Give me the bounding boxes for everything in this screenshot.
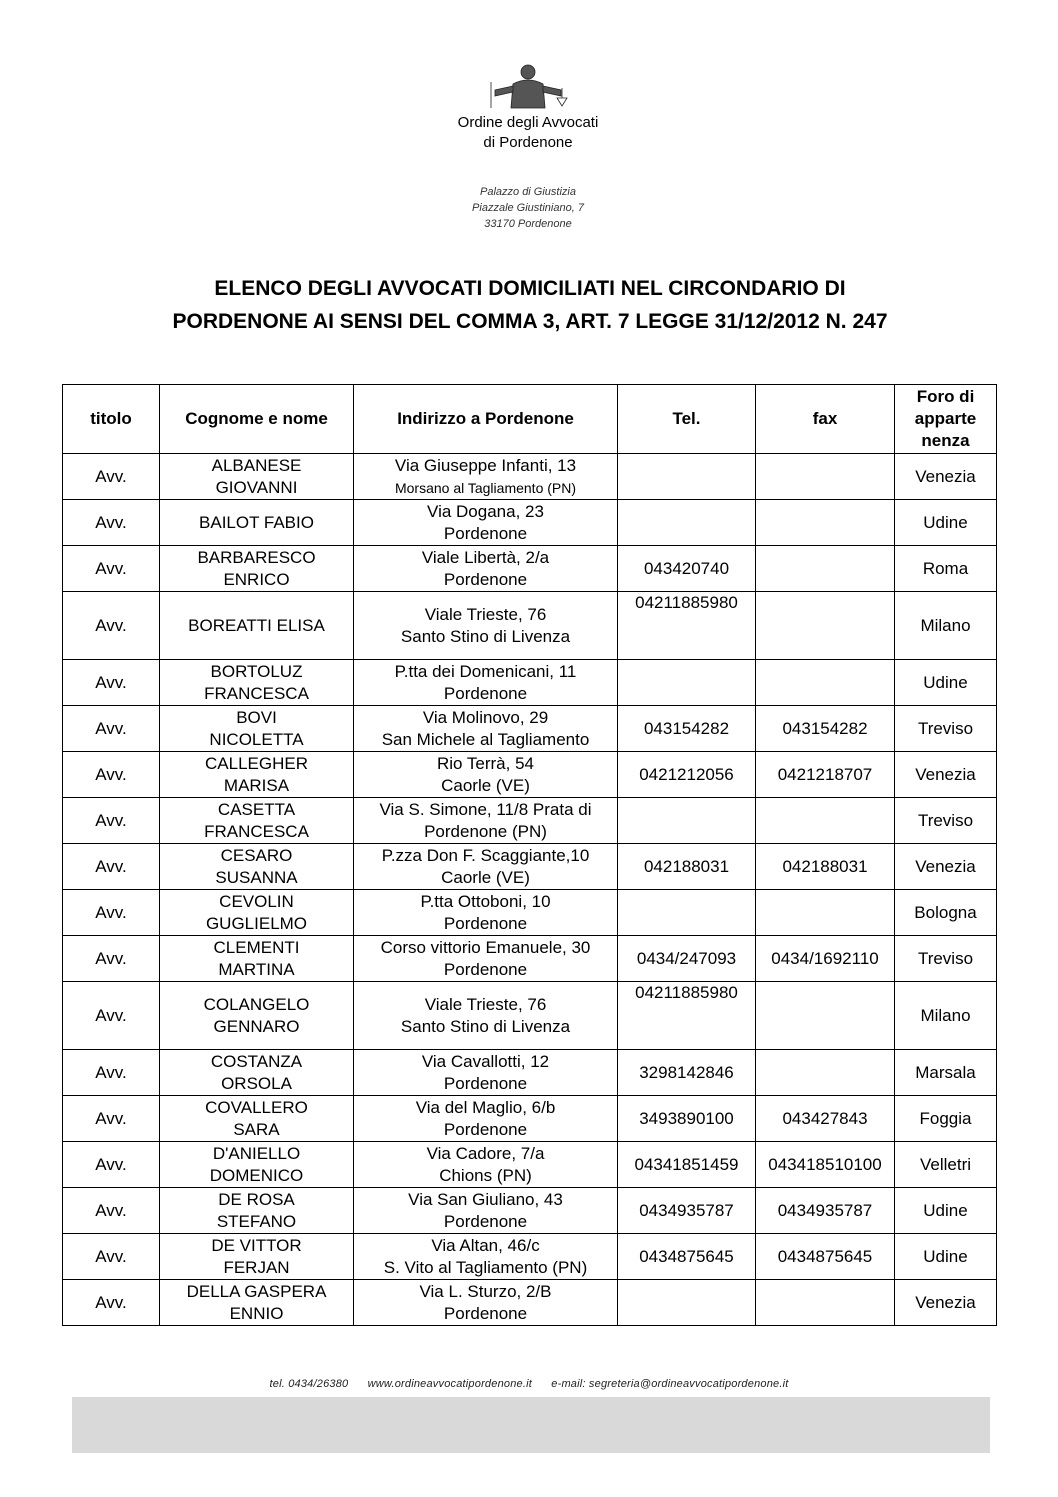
footer-band <box>72 1397 990 1453</box>
org-name-line2: di Pordenone <box>483 134 573 151</box>
cell-indirizzo-line: Pordenone <box>443 1303 528 1323</box>
cell-nome-line: BOREATTI ELISA <box>188 615 325 635</box>
cell-titolo: Avv. <box>63 1188 160 1234</box>
org-address-line: Palazzo di Giustizia <box>480 186 576 198</box>
cell-indirizzo <box>354 1142 618 1188</box>
cell-foro: Venezia <box>895 844 997 890</box>
cell-indirizzo <box>354 592 618 660</box>
cell-fax: 042188031 <box>756 844 895 890</box>
cell-nome-line: ORSOLA <box>221 1073 292 1093</box>
cell-indirizzo-line: S. Vito al Tagliamento (PN) <box>383 1257 588 1277</box>
cell-nome-line: BAILOT FABIO <box>199 512 314 532</box>
cell-tel: 042188031 <box>618 844 756 890</box>
cell-foro: Udine <box>895 500 997 546</box>
cell-titolo: Avv. <box>63 1050 160 1096</box>
cell-nome <box>160 660 354 706</box>
cell-fax: 043418510100 <box>756 1142 895 1188</box>
cell-tel <box>618 798 756 844</box>
cell-indirizzo-line: Pordenone <box>443 523 528 543</box>
title-line: ELENCO DEGLI AVVOCATI DOMICILIATI NEL CIRCONDARIO DI <box>214 277 846 300</box>
cell-foro: Milano <box>895 592 997 660</box>
col-header-indirizzo: Indirizzo a Pordenone <box>354 385 618 454</box>
lawyers-table <box>62 384 997 1326</box>
cell-indirizzo-line: Viale Trieste, 76 <box>424 604 547 624</box>
cell-nome <box>160 546 354 592</box>
cell-tel <box>618 454 756 500</box>
cell-fax <box>756 454 895 500</box>
cell-indirizzo-line: San Michele al Tagliamento <box>381 729 590 749</box>
cell-fax: 043154282 <box>756 706 895 752</box>
cell-foro: Roma <box>895 546 997 592</box>
cell-nome-line: MARISA <box>223 775 290 795</box>
cell-fax <box>756 592 895 660</box>
cell-fax: 0434/1692110 <box>756 936 895 982</box>
cell-nome-line: ENRICO <box>223 569 290 589</box>
cell-indirizzo-line: Via San Giuliano, 43 <box>408 1189 563 1209</box>
cell-titolo: Avv. <box>63 454 160 500</box>
cell-tel: 0434935787 <box>618 1188 756 1234</box>
cell-indirizzo <box>354 752 618 798</box>
col-header-nome: Cognome e nome <box>160 385 354 454</box>
cell-indirizzo <box>354 706 618 752</box>
table-row <box>63 1234 997 1280</box>
cell-tel <box>618 500 756 546</box>
cell-nome-line: DOMENICO <box>209 1165 304 1185</box>
cell-nome <box>160 890 354 936</box>
cell-indirizzo <box>354 546 618 592</box>
table-row <box>63 982 997 1050</box>
cell-nome-line: BARBARESCO <box>197 547 316 567</box>
col-header-foro-line: apparte <box>914 409 977 428</box>
cell-nome <box>160 1050 354 1096</box>
cell-nome <box>160 592 354 660</box>
cell-nome-line: DE VITTOR <box>211 1235 302 1255</box>
cell-foro: Bologna <box>895 890 997 936</box>
cell-nome <box>160 454 354 500</box>
cell-nome <box>160 1142 354 1188</box>
title-line: PORDENONE AI SENSI DEL COMMA 3, ART. 7 LEGGE 31/12/2012 N. 247 <box>172 310 888 333</box>
table-row <box>63 798 997 844</box>
cell-indirizzo <box>354 1096 618 1142</box>
cell-indirizzo-line: Pordenone <box>443 1073 528 1093</box>
cell-titolo: Avv. <box>63 1280 160 1326</box>
cell-nome-line: SARA <box>233 1119 280 1139</box>
cell-indirizzo <box>354 660 618 706</box>
cell-tel: 043420740 <box>618 546 756 592</box>
org-address <box>438 184 618 232</box>
cell-indirizzo-line: P.tta Ottoboni, 10 <box>420 891 551 911</box>
table-row <box>63 1188 997 1234</box>
footer-tel: tel. 0434/26380 <box>269 1378 349 1390</box>
cell-fax <box>756 1280 895 1326</box>
cell-titolo: Avv. <box>63 936 160 982</box>
cell-nome <box>160 1280 354 1326</box>
cell-indirizzo <box>354 1234 618 1280</box>
cell-tel <box>618 890 756 936</box>
org-address-line: 33170 Pordenone <box>484 218 572 230</box>
cell-indirizzo-line: Rio Terrà, 54 <box>436 753 534 773</box>
table-row <box>63 454 997 500</box>
cell-indirizzo <box>354 982 618 1050</box>
cell-indirizzo <box>354 798 618 844</box>
cell-tel <box>618 660 756 706</box>
table-row <box>63 546 997 592</box>
cell-indirizzo-line: P.tta dei Domenicani, 11 <box>394 661 577 681</box>
cell-indirizzo-line: Via L. Sturzo, 2/B <box>419 1281 552 1301</box>
cell-nome-line: GENNARO <box>213 1016 300 1036</box>
cell-nome-line: GIOVANNI <box>215 477 298 497</box>
cell-indirizzo-line: Pordenone (PN) <box>424 821 547 841</box>
cell-nome <box>160 1188 354 1234</box>
cell-nome-line: STEFANO <box>216 1211 297 1231</box>
col-header-titolo: titolo <box>63 385 160 454</box>
table-header-row <box>63 385 997 454</box>
cell-indirizzo <box>354 454 618 500</box>
table-row <box>63 1050 997 1096</box>
cell-titolo: Avv. <box>63 752 160 798</box>
cell-fax <box>756 1050 895 1096</box>
cell-indirizzo-line: Pordenone <box>443 1119 528 1139</box>
document-title <box>60 272 1000 338</box>
cell-indirizzo-line: Pordenone <box>443 683 528 703</box>
cell-titolo: Avv. <box>63 982 160 1050</box>
cell-tel: 04341851459 <box>618 1142 756 1188</box>
cell-titolo: Avv. <box>63 890 160 936</box>
cell-indirizzo-line: Pordenone <box>443 569 528 589</box>
cell-titolo: Avv. <box>63 500 160 546</box>
footer-contacts <box>0 1378 1058 1390</box>
cell-foro: Udine <box>895 1234 997 1280</box>
cell-nome <box>160 500 354 546</box>
cell-foro: Treviso <box>895 936 997 982</box>
cell-fax: 0434875645 <box>756 1234 895 1280</box>
cell-nome-line: COLANGELO <box>203 994 310 1014</box>
cell-indirizzo-line: Viale Trieste, 76 <box>424 994 547 1014</box>
cell-indirizzo-line: Chions (PN) <box>439 1165 532 1185</box>
cell-indirizzo-line: Corso vittorio Emanuele, 30 <box>380 937 591 957</box>
cell-foro: Venezia <box>895 454 997 500</box>
cell-fax <box>756 500 895 546</box>
cell-indirizzo <box>354 936 618 982</box>
cell-tel: 043154282 <box>618 706 756 752</box>
cell-nome-line: SUSANNA <box>215 867 298 887</box>
cell-indirizzo-line: Caorle (VE) <box>441 867 530 887</box>
cell-nome <box>160 844 354 890</box>
cell-foro: Treviso <box>895 798 997 844</box>
cell-nome-line: CLEMENTI <box>213 937 300 957</box>
cell-nome <box>160 1234 354 1280</box>
cell-indirizzo <box>354 890 618 936</box>
col-header-foro-line: Foro di <box>916 387 975 406</box>
cell-indirizzo <box>354 1050 618 1096</box>
cell-titolo: Avv. <box>63 546 160 592</box>
cell-tel: 3493890100 <box>618 1096 756 1142</box>
cell-indirizzo-line: Viale Libertà, 2/a <box>421 547 550 567</box>
cell-tel: 04211885980 <box>618 592 756 660</box>
cell-titolo: Avv. <box>63 844 160 890</box>
cell-titolo: Avv. <box>63 1096 160 1142</box>
table-row <box>63 660 997 706</box>
cell-nome-line: CEVOLIN <box>219 891 294 911</box>
cell-fax <box>756 982 895 1050</box>
cell-tel <box>618 1280 756 1326</box>
cell-indirizzo <box>354 1188 618 1234</box>
cell-foro: Velletri <box>895 1142 997 1188</box>
cell-nome-line: BOVI <box>236 707 277 727</box>
cell-indirizzo-line: Santo Stino di Livenza <box>400 626 571 646</box>
cell-tel: 3298142846 <box>618 1050 756 1096</box>
justice-emblem-icon <box>483 62 573 112</box>
table-row <box>63 752 997 798</box>
cell-nome <box>160 1096 354 1142</box>
cell-nome <box>160 936 354 982</box>
cell-nome-line: FRANCESCA <box>204 683 309 703</box>
cell-nome-line: CESARO <box>220 845 293 865</box>
cell-indirizzo <box>354 500 618 546</box>
cell-tel: 0434/247093 <box>618 936 756 982</box>
cell-indirizzo-line: Via S. Simone, 11/8 Prata di <box>379 799 592 819</box>
cell-nome-line: COSTANZA <box>210 1051 303 1071</box>
cell-foro: Udine <box>895 660 997 706</box>
table-row <box>63 592 997 660</box>
cell-indirizzo-line: Pordenone <box>443 913 528 933</box>
cell-nome-line: ENNIO <box>229 1303 284 1323</box>
cell-nome-line: ALBANESE <box>211 455 302 475</box>
table-row <box>63 844 997 890</box>
cell-titolo: Avv. <box>63 798 160 844</box>
cell-nome-line: DELLA GASPERA <box>186 1281 327 1301</box>
cell-fax: 043427843 <box>756 1096 895 1142</box>
col-header-tel: Tel. <box>618 385 756 454</box>
cell-titolo: Avv. <box>63 592 160 660</box>
cell-indirizzo-line: Caorle (VE) <box>441 775 530 795</box>
cell-nome <box>160 752 354 798</box>
table-row <box>63 890 997 936</box>
cell-nome-line: DE ROSA <box>218 1189 295 1209</box>
cell-tel: 0421212056 <box>618 752 756 798</box>
cell-nome <box>160 706 354 752</box>
cell-indirizzo-line: Pordenone <box>443 1211 528 1231</box>
org-name-line1: Ordine degli Avvocati <box>457 114 599 131</box>
cell-fax <box>756 798 895 844</box>
cell-indirizzo-line: Via Cadore, 7/a <box>426 1143 545 1163</box>
cell-nome-line: NICOLETTA <box>209 729 304 749</box>
cell-indirizzo <box>354 844 618 890</box>
org-address-line: Piazzale Giustiniano, 7 <box>472 202 584 214</box>
cell-nome-line: D'ANIELLO <box>212 1143 301 1163</box>
cell-nome-line: CASETTA <box>217 799 296 819</box>
cell-indirizzo-line: Via Molinovo, 29 <box>422 707 549 727</box>
cell-indirizzo-line: Via Giuseppe Infanti, 13 <box>394 455 577 475</box>
cell-nome-line: BORTOLUZ <box>210 661 303 681</box>
cell-foro: Venezia <box>895 1280 997 1326</box>
table-row <box>63 706 997 752</box>
cell-indirizzo <box>354 1280 618 1326</box>
cell-nome-line: GUGLIELMO <box>205 913 308 933</box>
col-header-foro <box>895 385 997 454</box>
cell-titolo: Avv. <box>63 706 160 752</box>
cell-nome-line: COVALLERO <box>205 1097 308 1117</box>
table-row <box>63 1096 997 1142</box>
cell-tel: 0434875645 <box>618 1234 756 1280</box>
cell-indirizzo-line: Via Cavallotti, 12 <box>421 1051 550 1071</box>
table-row <box>63 936 997 982</box>
col-header-fax: fax <box>756 385 895 454</box>
cell-indirizzo-line: Via Altan, 46/c <box>431 1235 540 1255</box>
cell-tel: 04211885980 <box>618 982 756 1050</box>
cell-nome <box>160 982 354 1050</box>
footer-website-link[interactable]: www.ordineavvocatipordenone.it <box>367 1378 532 1390</box>
cell-nome-line: FERJAN <box>223 1257 290 1277</box>
cell-fax <box>756 660 895 706</box>
cell-titolo: Avv. <box>63 660 160 706</box>
cell-indirizzo-line: Pordenone <box>443 959 528 979</box>
cell-titolo: Avv. <box>63 1142 160 1188</box>
cell-titolo: Avv. <box>63 1234 160 1280</box>
cell-foro: Marsala <box>895 1050 997 1096</box>
cell-fax: 0421218707 <box>756 752 895 798</box>
cell-nome-line: FRANCESCA <box>204 821 309 841</box>
cell-nome-line: CALLEGHER <box>205 753 308 773</box>
cell-indirizzo-line: P.zza Don F. Scaggiante,10 <box>381 845 590 865</box>
footer-email-link[interactable]: e-mail: segreteria@ordineavvocatipordenone.it <box>551 1378 789 1390</box>
cell-nome <box>160 798 354 844</box>
cell-nome-line: MARTINA <box>218 959 295 979</box>
table-row <box>63 1142 997 1188</box>
cell-foro: Milano <box>895 982 997 1050</box>
table-body <box>63 454 997 1326</box>
cell-indirizzo-line: Via del Maglio, 6/b <box>415 1097 556 1117</box>
cell-foro: Udine <box>895 1188 997 1234</box>
org-logo <box>438 62 618 152</box>
cell-indirizzo-line: Via Dogana, 23 <box>427 501 544 521</box>
col-header-foro-line: nenza <box>921 431 970 450</box>
cell-foro: Venezia <box>895 752 997 798</box>
cell-indirizzo-line: Santo Stino di Livenza <box>400 1016 571 1036</box>
table-row <box>63 1280 997 1326</box>
cell-fax: 0434935787 <box>756 1188 895 1234</box>
cell-fax <box>756 890 895 936</box>
table-row <box>63 500 997 546</box>
cell-indirizzo-line: Morsano al Tagliamento (PN) <box>394 479 577 496</box>
cell-fax <box>756 546 895 592</box>
cell-foro: Foggia <box>895 1096 997 1142</box>
cell-foro: Treviso <box>895 706 997 752</box>
